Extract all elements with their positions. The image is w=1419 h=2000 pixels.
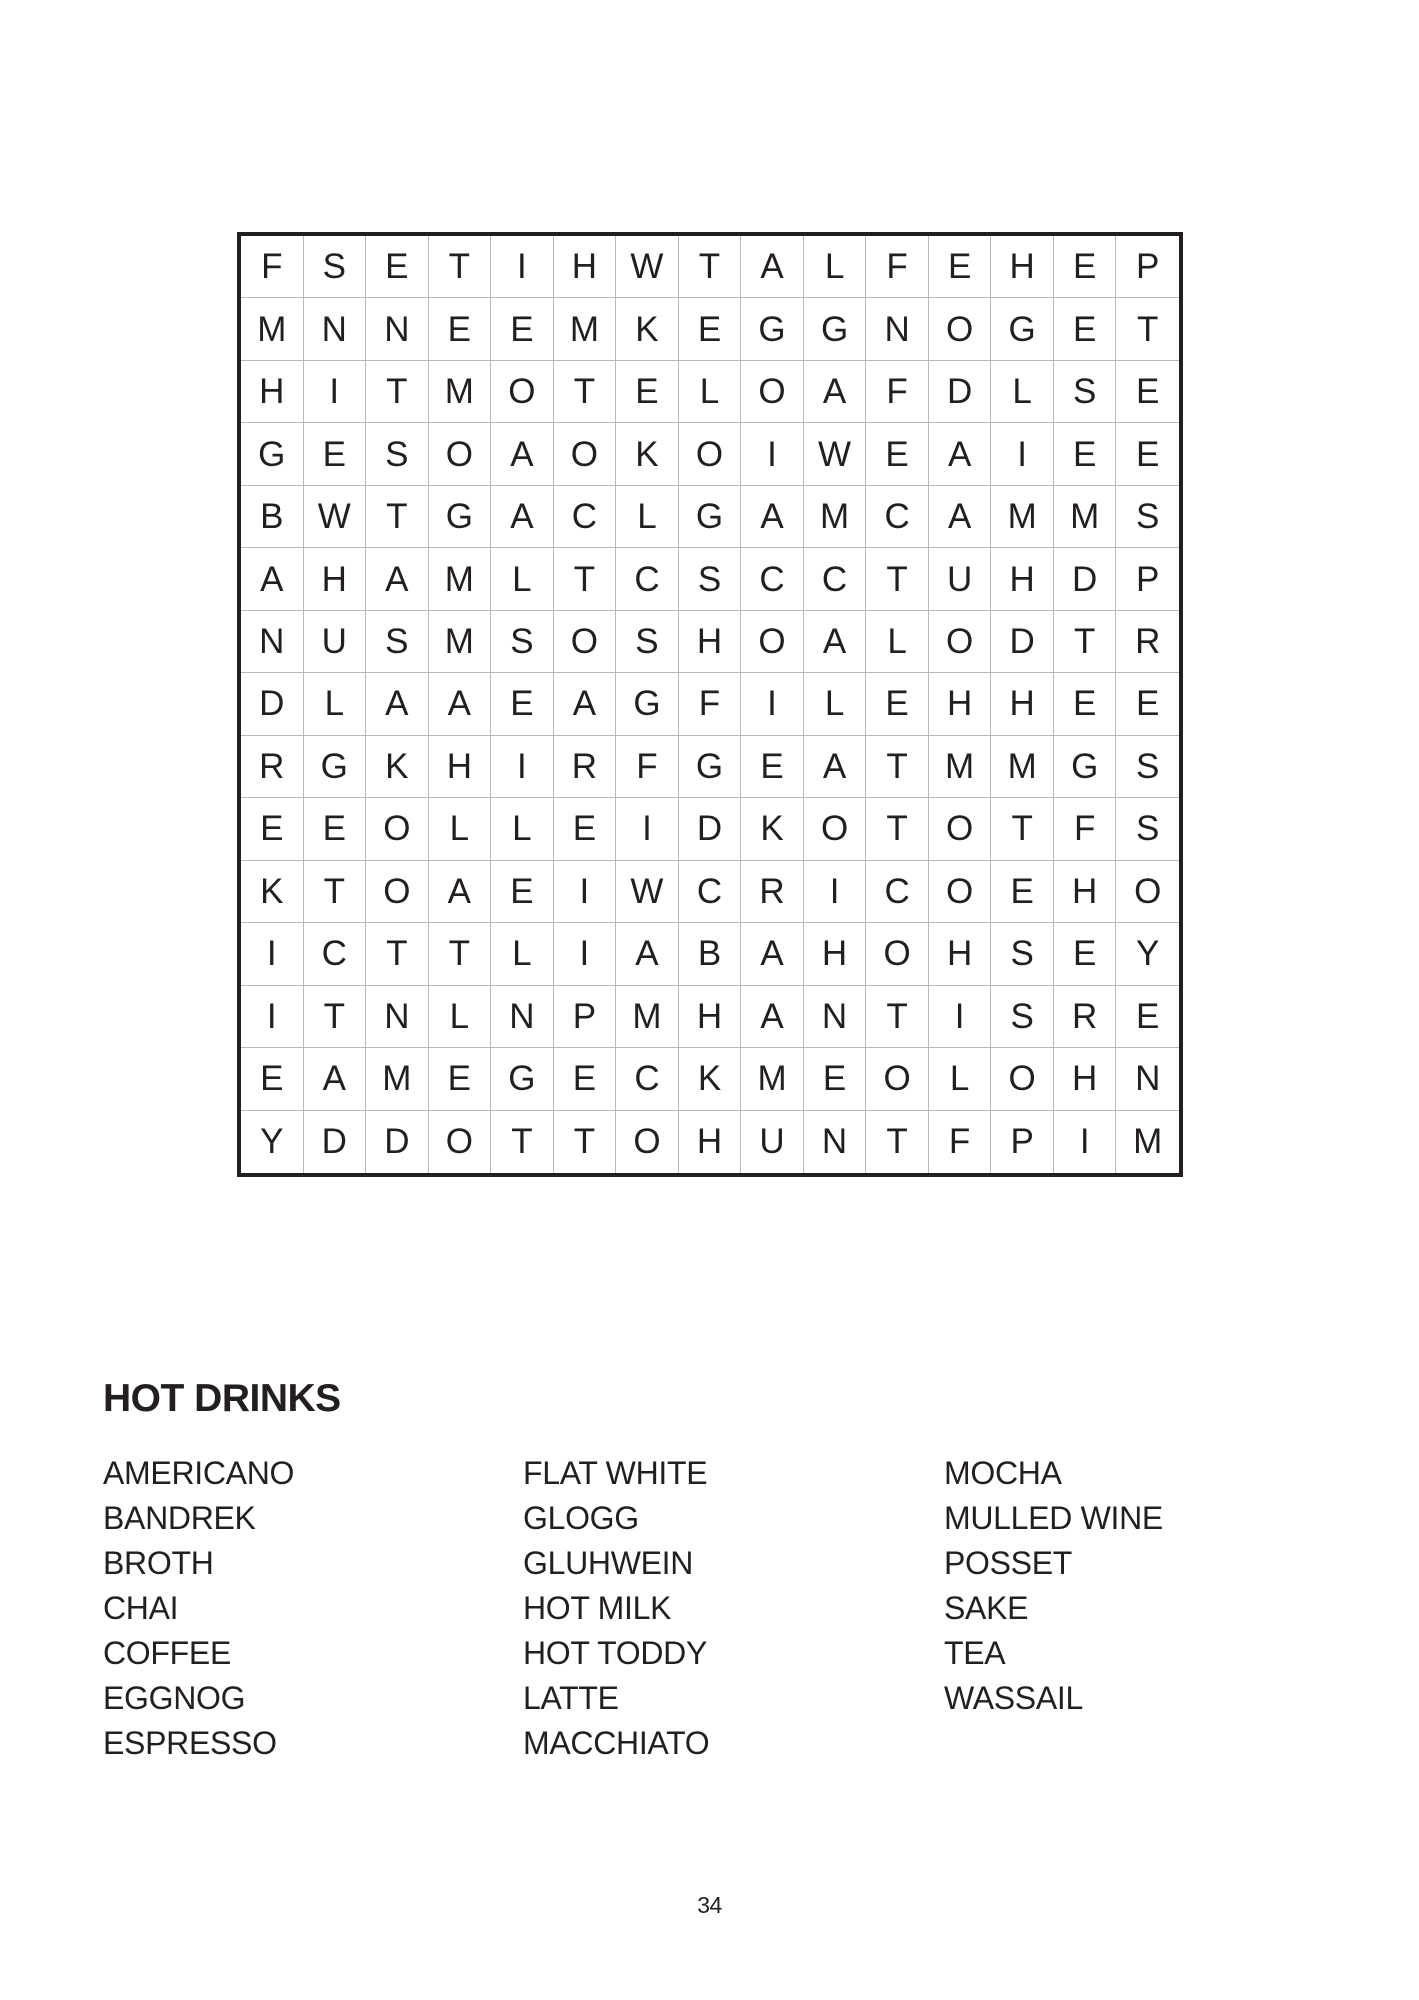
grid-cell: N — [1116, 1048, 1179, 1110]
grid-cell: L — [679, 361, 742, 423]
grid-cell: F — [241, 236, 304, 298]
grid-cell: T — [304, 861, 367, 923]
grid-cell: S — [1116, 798, 1179, 860]
word-list-item: MOCHA — [944, 1455, 1062, 1491]
grid-cell: M — [929, 736, 992, 798]
grid-cell: D — [679, 798, 742, 860]
grid-cell: O — [679, 423, 742, 485]
grid-cell: A — [741, 486, 804, 548]
grid-cell: E — [616, 361, 679, 423]
grid-cell: E — [1054, 423, 1117, 485]
grid-cell: T — [554, 548, 617, 610]
grid-cell: B — [679, 923, 742, 985]
word-list-item: TEA — [944, 1635, 1006, 1671]
grid-cell: S — [1054, 361, 1117, 423]
grid-cell: R — [1116, 611, 1179, 673]
grid-cell: M — [804, 486, 867, 548]
grid-cell: F — [929, 1111, 992, 1173]
word-list-item: FLAT WHITE — [523, 1455, 708, 1491]
grid-cell: O — [366, 861, 429, 923]
grid-cell: P — [991, 1111, 1054, 1173]
grid-cell: O — [366, 798, 429, 860]
grid-cell: N — [866, 298, 929, 360]
word-list-item: COFFEE — [103, 1635, 231, 1671]
grid-cell: I — [554, 923, 617, 985]
grid-cell: A — [366, 548, 429, 610]
grid-cell: S — [991, 923, 1054, 985]
grid-cell: O — [554, 611, 617, 673]
word-list-item: LATTE — [523, 1680, 619, 1716]
grid-cell: C — [679, 861, 742, 923]
grid-cell: T — [366, 923, 429, 985]
grid-cell: T — [866, 736, 929, 798]
grid-cell: M — [616, 986, 679, 1048]
grid-cell: F — [679, 673, 742, 735]
grid-cell: H — [929, 923, 992, 985]
grid-cell: T — [866, 986, 929, 1048]
grid-cell: N — [491, 986, 554, 1048]
grid-cell: E — [554, 1048, 617, 1110]
grid-cell: I — [741, 423, 804, 485]
grid-cell: K — [616, 423, 679, 485]
grid-cell: G — [679, 486, 742, 548]
grid-cell: A — [616, 923, 679, 985]
grid-cell: M — [991, 486, 1054, 548]
grid-cell: S — [679, 548, 742, 610]
word-search-grid — [237, 232, 1183, 1177]
grid-cell: S — [1116, 736, 1179, 798]
grid-cell: F — [1054, 798, 1117, 860]
grid-cell: G — [491, 1048, 554, 1110]
grid-cell: T — [366, 361, 429, 423]
grid-cell: C — [616, 1048, 679, 1110]
grid-cell: G — [616, 673, 679, 735]
grid-cell: K — [616, 298, 679, 360]
grid-cell: H — [679, 986, 742, 1048]
grid-cell: E — [491, 861, 554, 923]
grid-cell: O — [554, 423, 617, 485]
grid-cell: K — [366, 736, 429, 798]
grid-cell: A — [929, 486, 992, 548]
grid-cell: I — [304, 361, 367, 423]
grid-cell: C — [554, 486, 617, 548]
grid-cell: N — [366, 986, 429, 1048]
word-list-item: BANDREK — [103, 1500, 256, 1536]
grid-cell: E — [991, 861, 1054, 923]
grid-cell: L — [491, 798, 554, 860]
grid-cell: E — [554, 798, 617, 860]
grid-cell: C — [304, 923, 367, 985]
grid-cell: O — [741, 361, 804, 423]
grid-cell: S — [366, 611, 429, 673]
grid-cell: L — [929, 1048, 992, 1110]
grid-cell: D — [304, 1111, 367, 1173]
grid-cell: L — [804, 673, 867, 735]
grid-cell: L — [429, 986, 492, 1048]
grid-cell: G — [304, 736, 367, 798]
grid-cell: O — [616, 1111, 679, 1173]
puzzle-title: HOT DRINKS — [103, 1377, 341, 1420]
grid-cell: N — [804, 986, 867, 1048]
grid-cell: L — [804, 236, 867, 298]
grid-cell: E — [741, 736, 804, 798]
grid-cell: H — [1054, 861, 1117, 923]
grid-cell: A — [741, 986, 804, 1048]
word-list-item: BROTH — [103, 1545, 214, 1581]
letter-grid — [241, 236, 1179, 1173]
word-list-column-2 — [523, 1451, 709, 1766]
grid-cell: T — [1116, 298, 1179, 360]
grid-cell: M — [241, 298, 304, 360]
grid-cell: M — [1133, 1122, 1163, 1162]
grid-cell: E — [1054, 673, 1117, 735]
grid-cell: S — [991, 986, 1054, 1048]
grid-cell: R — [241, 736, 304, 798]
grid-cell: M — [554, 298, 617, 360]
grid-cell: G — [679, 736, 742, 798]
grid-cell: A — [241, 548, 304, 610]
grid-cell: P — [1116, 236, 1179, 298]
grid-cell: A — [804, 361, 867, 423]
grid-cell: E — [1116, 673, 1179, 735]
grid-cell: S — [304, 236, 367, 298]
grid-cell: U — [929, 548, 992, 610]
grid-cell: C — [616, 548, 679, 610]
word-list-column-3 — [944, 1451, 1163, 1721]
grid-cell: M — [991, 736, 1054, 798]
grid-cell: S — [366, 423, 429, 485]
grid-cell: S — [616, 611, 679, 673]
grid-cell: T — [866, 798, 929, 860]
grid-cell: E — [491, 673, 554, 735]
grid-cell: G — [429, 486, 492, 548]
grid-cell: E — [804, 1048, 867, 1110]
grid-cell: I — [929, 986, 992, 1048]
grid-cell: K — [241, 861, 304, 923]
grid-cell: O — [429, 1111, 492, 1173]
grid-cell: D — [241, 673, 304, 735]
grid-cell: O — [741, 611, 804, 673]
grid-cell: P — [1116, 548, 1179, 610]
grid-cell: I — [554, 861, 617, 923]
grid-cell: H — [679, 611, 742, 673]
grid-cell: L — [866, 611, 929, 673]
grid-cell: I — [616, 798, 679, 860]
grid-cell: M — [1054, 486, 1117, 548]
grid-cell: E — [366, 236, 429, 298]
grid-cell: E — [304, 798, 367, 860]
grid-cell: E — [241, 798, 304, 860]
grid-cell: M — [429, 548, 492, 610]
grid-cell: L — [616, 486, 679, 548]
grid-cell: O — [929, 611, 992, 673]
grid-cell: O — [491, 361, 554, 423]
grid-cell: O — [929, 861, 992, 923]
grid-cell: E — [1054, 236, 1117, 298]
grid-cell: T — [491, 1111, 554, 1173]
grid-cell: A — [429, 673, 492, 735]
grid-cell: S — [1116, 486, 1179, 548]
grid-cell: Y — [1116, 923, 1179, 985]
grid-cell: R — [741, 861, 804, 923]
grid-cell: O — [991, 1048, 1054, 1110]
grid-cell: N — [366, 298, 429, 360]
grid-cell: A — [491, 423, 554, 485]
grid-cell: W — [804, 423, 867, 485]
grid-cell: K — [679, 1048, 742, 1110]
grid-cell: M — [741, 1048, 804, 1110]
grid-cell: E — [304, 423, 367, 485]
grid-cell: D — [929, 361, 992, 423]
grid-cell: E — [866, 423, 929, 485]
grid-cell: G — [804, 298, 867, 360]
grid-cell: H — [1054, 1048, 1117, 1110]
grid-cell: I — [741, 673, 804, 735]
grid-cell: T — [554, 1111, 617, 1173]
grid-cell: O — [866, 1048, 929, 1110]
grid-cell: E — [1054, 298, 1117, 360]
grid-cell: O — [866, 923, 929, 985]
grid-cell: M — [429, 361, 492, 423]
grid-cell: T — [679, 236, 742, 298]
grid-cell: A — [929, 423, 992, 485]
grid-cell: T — [991, 798, 1054, 860]
grid-cell: B — [241, 486, 304, 548]
grid-cell: F — [866, 236, 929, 298]
word-list-item: AMERICANO — [103, 1455, 295, 1491]
grid-cell: C — [804, 548, 867, 610]
grid-cell: A — [804, 736, 867, 798]
word-list-item: GLUHWEIN — [523, 1545, 694, 1581]
grid-cell: M — [429, 611, 492, 673]
grid-cell: S — [491, 611, 554, 673]
grid-cell: G — [241, 423, 304, 485]
grid-cell: H — [929, 673, 992, 735]
grid-cell: I — [491, 236, 554, 298]
grid-cell: T — [866, 1111, 929, 1173]
grid-cell: H — [241, 361, 304, 423]
grid-cell: L — [491, 923, 554, 985]
grid-cell: W — [304, 486, 367, 548]
grid-cell: A — [804, 611, 867, 673]
grid-cell: L — [429, 798, 492, 860]
grid-cell: E — [679, 298, 742, 360]
grid-cell: F — [866, 361, 929, 423]
grid-cell: K — [741, 798, 804, 860]
grid-cell: U — [741, 1111, 804, 1173]
word-list-item: SAKE — [944, 1590, 1029, 1626]
word-list-item: POSSET — [944, 1545, 1073, 1581]
grid-cell: E — [429, 298, 492, 360]
word-list-item: WASSAIL — [944, 1680, 1083, 1716]
word-list-item: GLOGG — [523, 1500, 639, 1536]
grid-cell: L — [991, 361, 1054, 423]
grid-cell: E — [1116, 986, 1179, 1048]
word-list-item: ESPRESSO — [103, 1725, 277, 1761]
word-list-item: HOT MILK — [523, 1590, 672, 1626]
grid-cell: E — [429, 1048, 492, 1110]
grid-cell: A — [304, 1048, 367, 1110]
grid-cell: T — [366, 486, 429, 548]
grid-cell: O — [1116, 861, 1179, 923]
grid-cell: E — [866, 673, 929, 735]
grid-cell: H — [304, 548, 367, 610]
grid-cell: T — [429, 236, 492, 298]
grid-cell: M — [366, 1048, 429, 1110]
word-list-column-1 — [103, 1451, 294, 1766]
grid-cell: O — [429, 423, 492, 485]
grid-cell: N — [241, 611, 304, 673]
grid-cell: D — [991, 611, 1054, 673]
grid-cell: O — [929, 798, 992, 860]
grid-cell: L — [304, 673, 367, 735]
grid-cell: C — [741, 548, 804, 610]
grid-cell: G — [991, 298, 1054, 360]
grid-cell: T — [304, 986, 367, 1048]
grid-cell: H — [429, 736, 492, 798]
grid-cell: H — [991, 236, 1054, 298]
grid-cell: L — [491, 548, 554, 610]
grid-cell: H — [679, 1111, 742, 1173]
grid-cell: H — [991, 548, 1054, 610]
grid-cell: E — [1116, 423, 1179, 485]
grid-cell: A — [491, 486, 554, 548]
word-list-item: EGGNOG — [103, 1680, 246, 1716]
grid-cell: E — [241, 1048, 304, 1110]
grid-cell: T — [866, 548, 929, 610]
grid-cell: I — [991, 423, 1054, 485]
grid-cell: O — [804, 798, 867, 860]
word-list-item: HOT TODDY — [523, 1635, 708, 1671]
grid-cell: G — [1054, 736, 1117, 798]
grid-cell: U — [304, 611, 367, 673]
grid-cell: D — [366, 1111, 429, 1173]
grid-cell: H — [554, 236, 617, 298]
grid-cell: W — [616, 236, 679, 298]
grid-cell: A — [366, 673, 429, 735]
grid-cell: P — [554, 986, 617, 1048]
grid-cell: T — [554, 361, 617, 423]
grid-cell: T — [429, 923, 492, 985]
grid-cell: H — [991, 673, 1054, 735]
grid-cell: R — [554, 736, 617, 798]
grid-cell: O — [929, 298, 992, 360]
word-list-item: MULLED WINE — [944, 1500, 1163, 1536]
grid-cell: A — [741, 923, 804, 985]
grid-cell: T — [1054, 611, 1117, 673]
grid-cell: I — [241, 986, 304, 1048]
grid-cell: F — [616, 736, 679, 798]
grid-cell: I — [1054, 1111, 1117, 1173]
grid-cell: I — [491, 736, 554, 798]
page-number: 34 — [697, 1892, 722, 1918]
grid-cell: E — [491, 298, 554, 360]
word-list-item: MACCHIATO — [523, 1725, 710, 1761]
grid-cell: E — [929, 236, 992, 298]
grid-cell: N — [804, 1111, 867, 1173]
grid-cell: I — [804, 861, 867, 923]
grid-cell: I — [241, 923, 304, 985]
grid-cell: G — [741, 298, 804, 360]
grid-cell: H — [804, 923, 867, 985]
grid-cell: E — [1054, 923, 1117, 985]
grid-cell: C — [866, 861, 929, 923]
grid-cell: A — [741, 236, 804, 298]
grid-cell: A — [554, 673, 617, 735]
grid-cell: D — [1054, 548, 1117, 610]
grid-cell: N — [304, 298, 367, 360]
grid-cell: C — [866, 486, 929, 548]
grid-cell: R — [1054, 986, 1117, 1048]
grid-cell: W — [616, 861, 679, 923]
grid-cell: E — [1116, 361, 1179, 423]
grid-cell: Y — [241, 1111, 304, 1173]
grid-cell: A — [429, 861, 492, 923]
word-list-item: CHAI — [103, 1590, 179, 1626]
